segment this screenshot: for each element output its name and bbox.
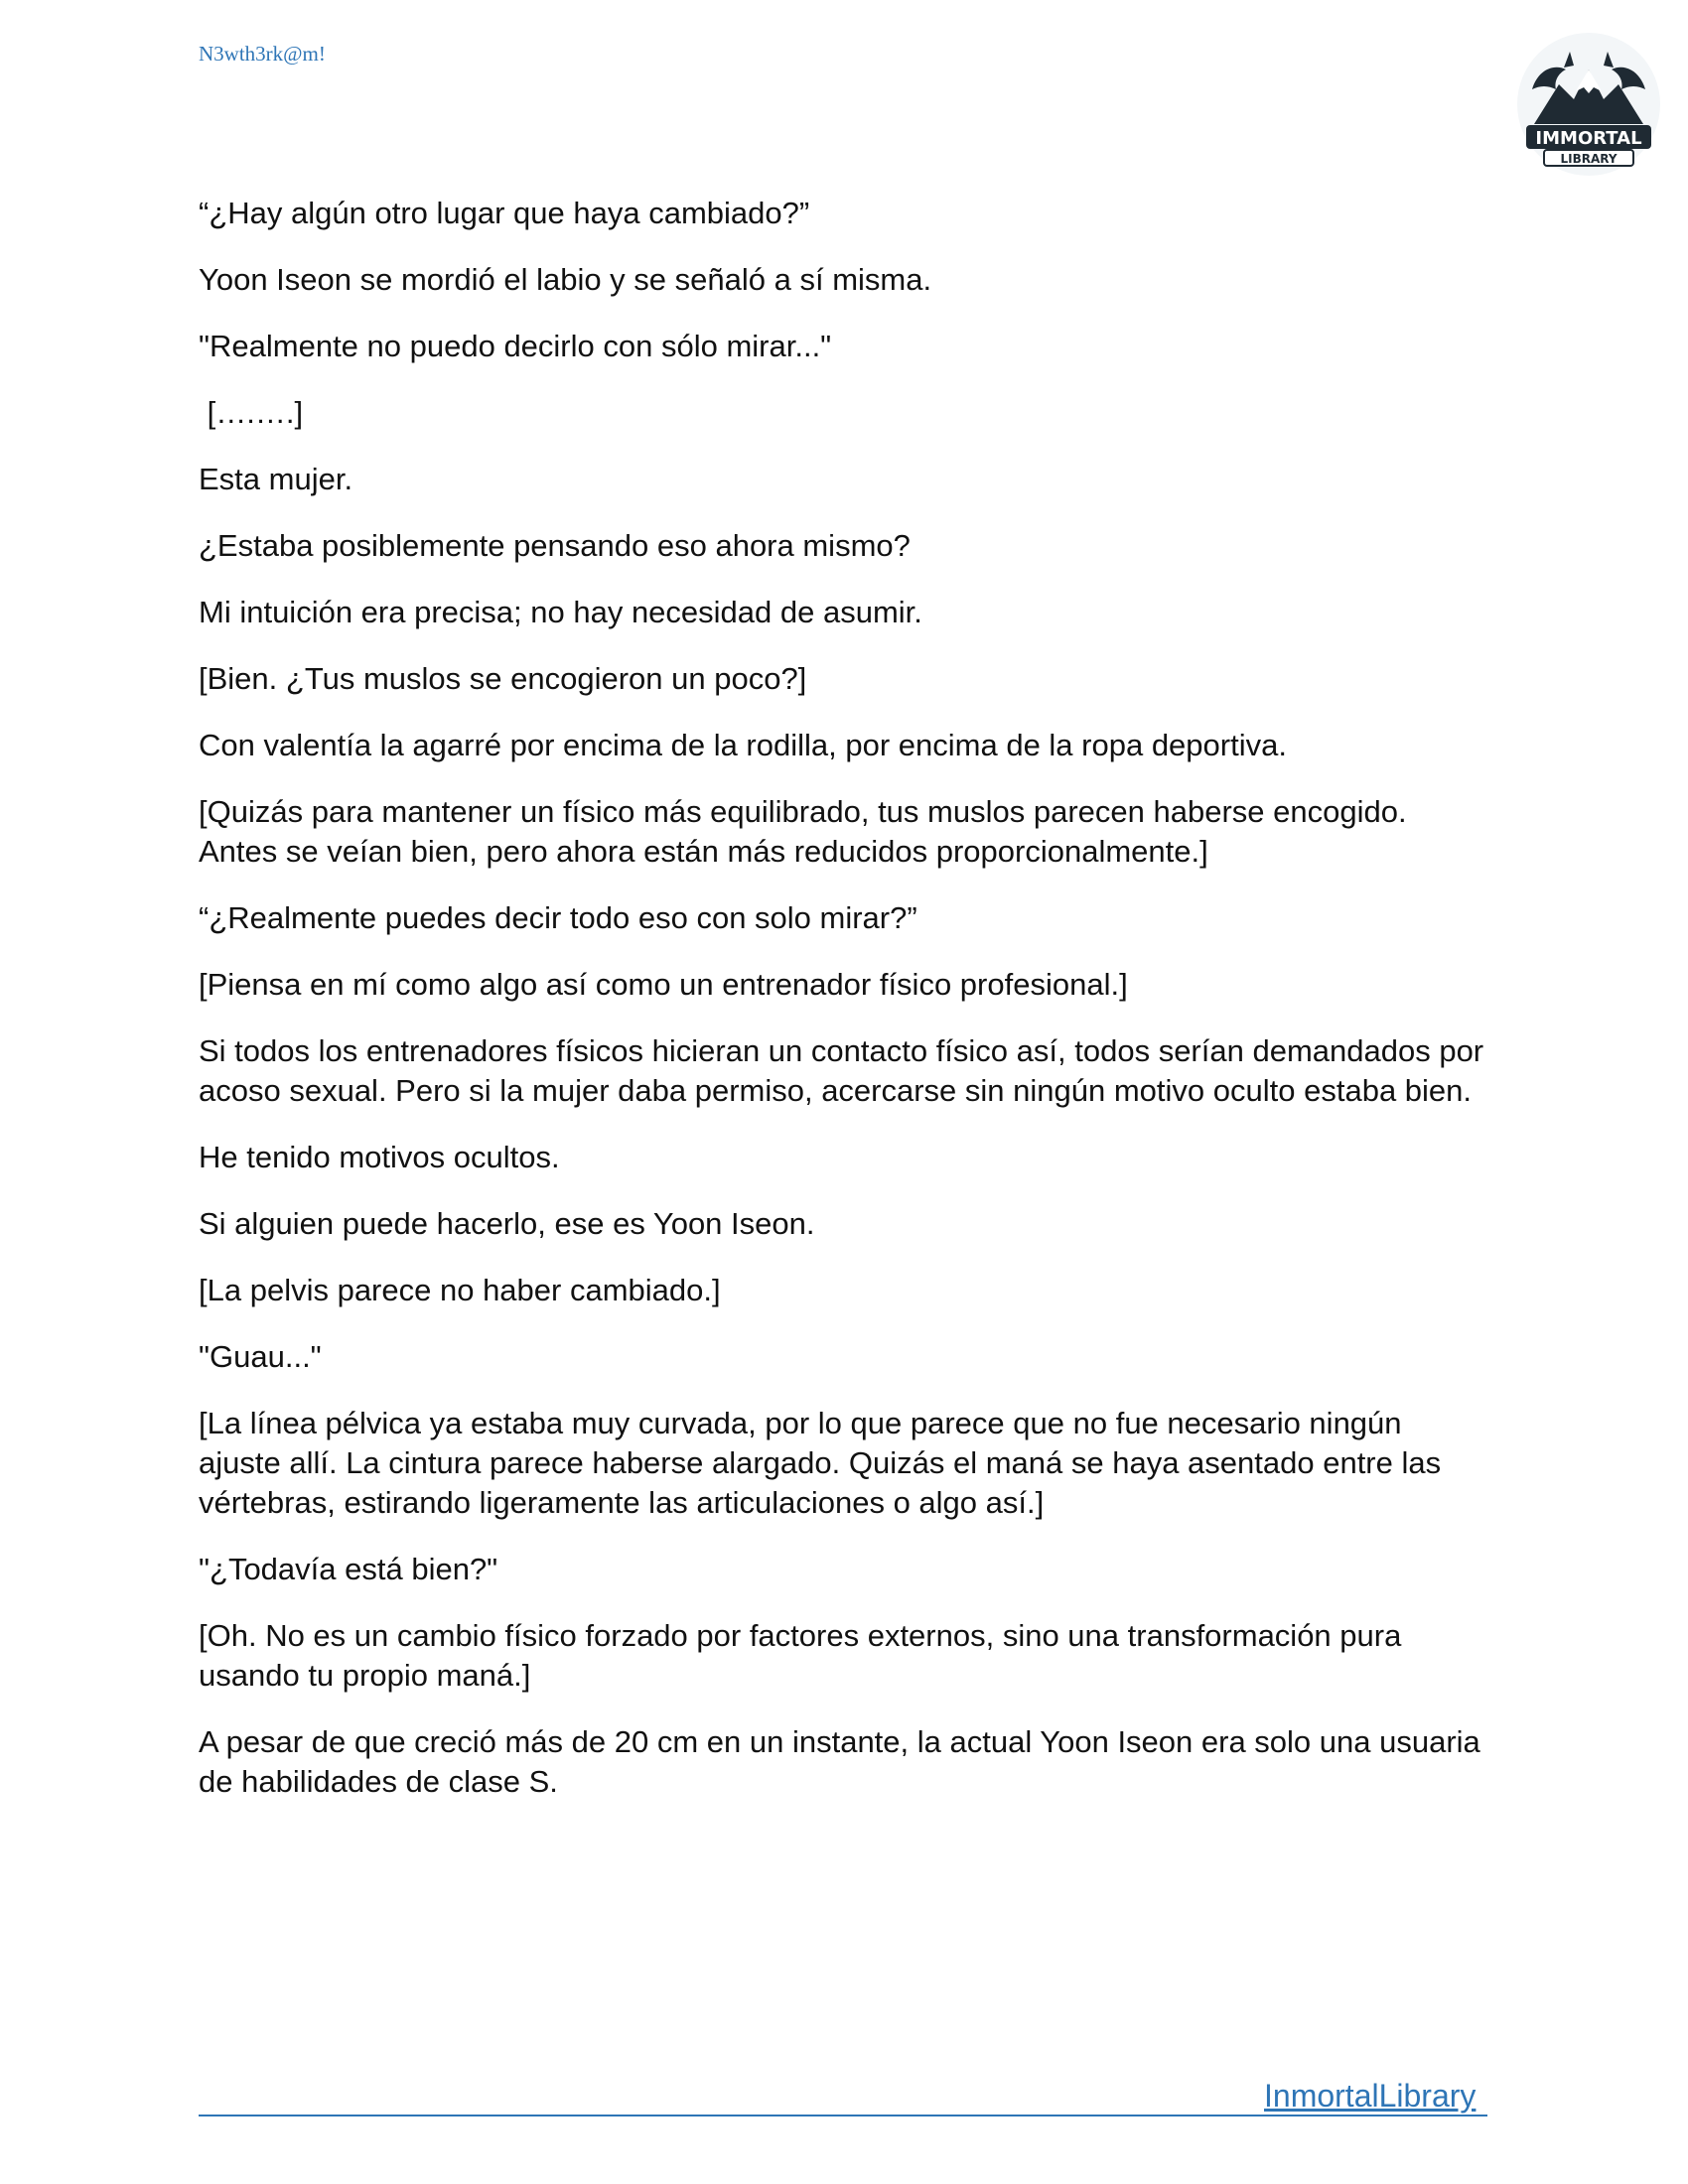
paragraph: ¿Estaba posiblemente pensando eso ahora mismo? [199, 528, 911, 563]
logo-word-immortal: IMMORTAL [1535, 128, 1642, 149]
footer-inmortal-library-link[interactable]: InmortalLibrary [1264, 2078, 1477, 2114]
paragraph: A pesar de que creció más de 20 cm en un instante, la actual Yoon Iseon era solo una usuaria de habilidades de clase S. [199, 1724, 1489, 1799]
footer-divider [199, 2115, 1487, 2116]
paragraph: Yoon Iseon se mordió el labio y se señaló a sí misma. [199, 262, 932, 297]
paragraph: Mi intuición era precisa; no hay necesidad de asumir. [199, 595, 922, 629]
logo-word-library: LIBRARY [1560, 152, 1618, 166]
header-watermark-text: N3wth3rk@m! [199, 42, 326, 66]
paragraph: Con valentía la agarré por encima de la rodilla, por encima de la ropa deportiva. [199, 728, 1287, 762]
document-body [199, 194, 1492, 1829]
paragraph: [Quizás para mantener un físico más equilibrado, tus muslos parecen haberse encogido. Antes se veían bien, pero ahora están más reducidos proporcionalmente.] [199, 794, 1414, 869]
paragraph: He tenido motivos ocultos. [199, 1140, 560, 1174]
paragraph: [Piensa en mí como algo así como un entrenador físico profesional.] [199, 967, 1128, 1002]
paragraph: Esta mujer. [199, 462, 353, 496]
paragraph: [La línea pélvica ya estaba muy curvada, por lo que parece que no fue necesario ningún ajuste allí. La cintura parece haberse alargado. Quizás el maná se haya asentado entre las vértebras, estirando ligeramente las articulaciones o algo así.] [199, 1406, 1450, 1520]
paragraph: "Guau..." [199, 1339, 322, 1374]
paragraph: [La pelvis parece no haber cambiado.] [199, 1273, 721, 1307]
paragraph: "Realmente no puedo decirlo con sólo mirar..." [199, 329, 832, 363]
paragraph: [….….] [199, 395, 304, 430]
paragraph: “¿Realmente puedes decir todo eso con solo mirar?” [199, 900, 917, 935]
paragraph: Si alguien puede hacerlo, ese es Yoon Iseon. [199, 1206, 815, 1241]
immortal-library-logo [1514, 30, 1663, 179]
paragraph: "¿Todavía está bien?" [199, 1552, 498, 1586]
paragraph: [Oh. No es un cambio físico forzado por factores externos, sino una transformación pura usando tu propio maná.] [199, 1618, 1410, 1693]
paragraph: “¿Hay algún otro lugar que haya cambiado?” [199, 196, 810, 230]
paragraph: [Bien. ¿Tus muslos se encogieron un poco?] [199, 661, 807, 696]
paragraph: Si todos los entrenadores físicos hicieran un contacto físico así, todos serían demandados por acoso sexual. Pero si la mujer daba permiso, acercarse sin ningún motivo oculto estaba bien. [199, 1033, 1492, 1108]
